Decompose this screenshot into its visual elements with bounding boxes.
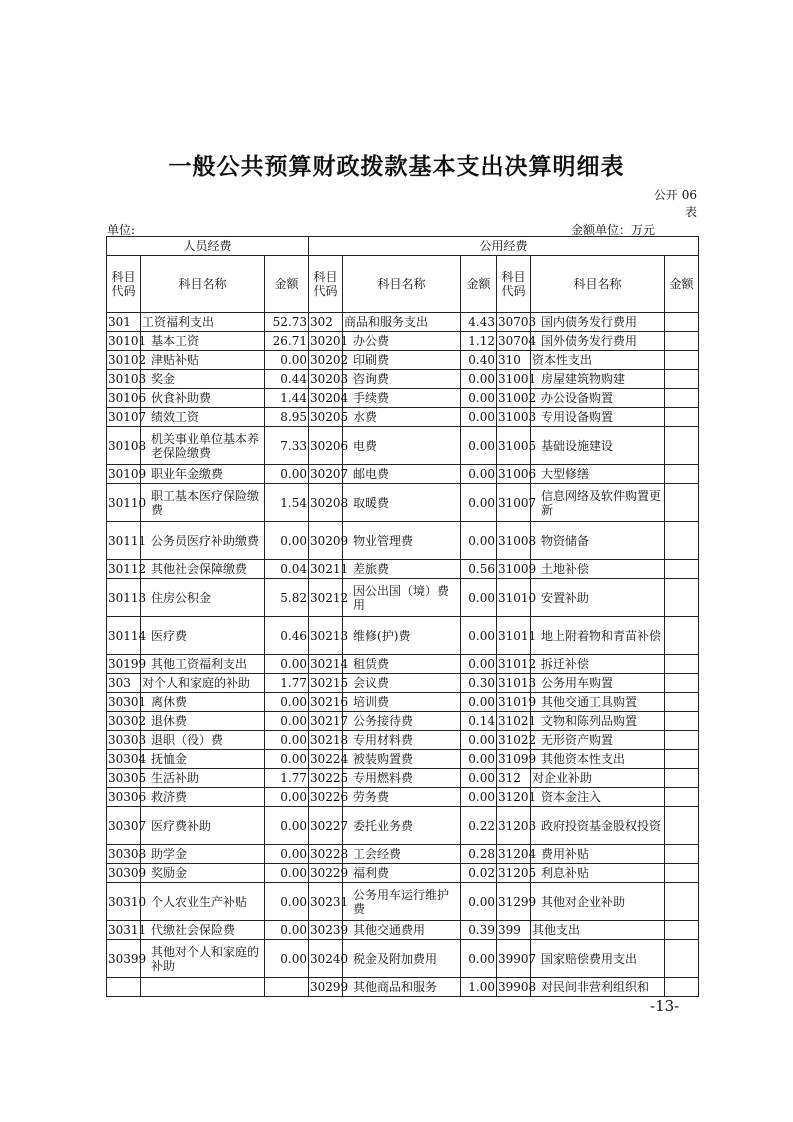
amount-cell: 0.00 bbox=[461, 522, 497, 560]
amount-cell: 1.00 bbox=[461, 978, 497, 997]
subject-code-cell: 31011 bbox=[497, 617, 531, 655]
table-row bbox=[107, 560, 699, 579]
subject-name-cell: 医疗费 bbox=[141, 617, 265, 655]
subject-code-cell: 31099 bbox=[497, 750, 531, 769]
subject-name-cell: 职业年金缴费 bbox=[141, 465, 265, 484]
subject-code-cell: 30299 bbox=[309, 978, 343, 997]
subject-code-cell: 30215 bbox=[309, 674, 343, 693]
subject-name-cell: 委托业务费 bbox=[343, 807, 461, 845]
subject-code-cell: 303 bbox=[107, 674, 141, 693]
amount-cell: 0.00 bbox=[461, 769, 497, 788]
form-code: 公开 06 bbox=[653, 188, 697, 202]
amount-cell: 0.00 bbox=[265, 465, 309, 484]
subject-name-cell: 拆迁补偿 bbox=[531, 655, 665, 674]
amount-cell bbox=[665, 560, 699, 579]
subject-code-cell: 31012 bbox=[497, 655, 531, 674]
subject-code-cell: 399 bbox=[497, 921, 531, 940]
public-expense-header: 公用经费 bbox=[309, 237, 699, 256]
subject-name-cell: 对企业补助 bbox=[531, 769, 665, 788]
subject-code-cell: 30309 bbox=[107, 864, 141, 883]
amount-cell bbox=[665, 427, 699, 465]
subject-name-cell: 专用燃料费 bbox=[343, 769, 461, 788]
subject-name-cell bbox=[141, 978, 265, 997]
table-row bbox=[107, 693, 699, 712]
amount-cell: 0.00 bbox=[461, 655, 497, 674]
subject-name-cell: 职工基本医疗保险缴费 bbox=[141, 484, 265, 522]
subject-code-cell: 30106 bbox=[107, 389, 141, 408]
amount-cell: 0.00 bbox=[461, 788, 497, 807]
subject-name-cell: 伙食补助费 bbox=[141, 389, 265, 408]
subject-code-cell: 39908 bbox=[497, 978, 531, 997]
subject-code-cell: 30231 bbox=[309, 883, 343, 921]
subject-code-cell: 30301 bbox=[107, 693, 141, 712]
subject-name-cell: 专用材料费 bbox=[343, 731, 461, 750]
subject-name-cell: 取暖费 bbox=[343, 484, 461, 522]
subject-code-cell: 31010 bbox=[497, 579, 531, 617]
personnel-expense-header: 人员经费 bbox=[107, 237, 309, 256]
amount-cell: 0.04 bbox=[265, 560, 309, 579]
amount-cell: 0.00 bbox=[265, 712, 309, 731]
subject-name-cell: 无形资产购置 bbox=[531, 731, 665, 750]
subject-code-cell: 30107 bbox=[107, 408, 141, 427]
subject-name-cell: 利息补贴 bbox=[531, 864, 665, 883]
subject-name-cell: 咨询费 bbox=[343, 370, 461, 389]
subject-code-cell: 30111 bbox=[107, 522, 141, 560]
subject-code-cell: 30218 bbox=[309, 731, 343, 750]
subject-code-cell: 31019 bbox=[497, 693, 531, 712]
subject-name-cell: 差旅费 bbox=[343, 560, 461, 579]
column-header-code: 科目代码 bbox=[309, 256, 343, 313]
table-row bbox=[107, 921, 699, 940]
subject-code-cell: 31006 bbox=[497, 465, 531, 484]
subject-name-cell: 公务接待费 bbox=[343, 712, 461, 731]
amount-cell: 0.00 bbox=[461, 408, 497, 427]
amount-cell bbox=[665, 313, 699, 332]
column-header-name: 科目名称 bbox=[531, 256, 665, 313]
amount-cell: 0.00 bbox=[461, 883, 497, 921]
subject-code-cell: 31002 bbox=[497, 389, 531, 408]
subject-code-cell: 31007 bbox=[497, 484, 531, 522]
subject-code-cell: 31022 bbox=[497, 731, 531, 750]
table-row bbox=[107, 522, 699, 560]
table-row bbox=[107, 940, 699, 978]
table-row bbox=[107, 617, 699, 655]
subject-code-cell: 30227 bbox=[309, 807, 343, 845]
subject-name-cell: 救济费 bbox=[141, 788, 265, 807]
subject-code-cell: 30110 bbox=[107, 484, 141, 522]
subject-code-cell: 31201 bbox=[497, 788, 531, 807]
subject-name-cell: 地上附着物和青苗补偿 bbox=[531, 617, 665, 655]
amount-cell: 0.00 bbox=[265, 883, 309, 921]
amount-cell bbox=[665, 332, 699, 351]
subject-code-cell: 39907 bbox=[497, 940, 531, 978]
amount-cell bbox=[665, 370, 699, 389]
subject-code-cell: 30703 bbox=[497, 313, 531, 332]
column-header-amount: 金额 bbox=[265, 256, 309, 313]
subject-name-cell: 国家赔偿费用支出 bbox=[531, 940, 665, 978]
amount-cell bbox=[665, 693, 699, 712]
amount-cell: 1.77 bbox=[265, 674, 309, 693]
amount-cell: 0.00 bbox=[461, 465, 497, 484]
subject-code-cell: 31009 bbox=[497, 560, 531, 579]
subject-code-cell: 30206 bbox=[309, 427, 343, 465]
subject-name-cell: 住房公积金 bbox=[141, 579, 265, 617]
subject-name-cell: 公务用车购置 bbox=[531, 674, 665, 693]
subject-code-cell: 30310 bbox=[107, 883, 141, 921]
subject-code-cell: 310 bbox=[497, 351, 531, 370]
amount-cell bbox=[665, 978, 699, 997]
subject-code-cell: 31003 bbox=[497, 408, 531, 427]
amount-cell: 0.00 bbox=[461, 693, 497, 712]
amount-cell bbox=[265, 978, 309, 997]
amount-cell: 0.46 bbox=[265, 617, 309, 655]
subject-code-cell: 30224 bbox=[309, 750, 343, 769]
subject-name-cell: 抚恤金 bbox=[141, 750, 265, 769]
subject-name-cell: 被装购置费 bbox=[343, 750, 461, 769]
amount-cell: 0.00 bbox=[461, 427, 497, 465]
subject-code-cell: 30204 bbox=[309, 389, 343, 408]
subject-code-cell: 30212 bbox=[309, 579, 343, 617]
subject-name-cell: 奖励金 bbox=[141, 864, 265, 883]
amount-cell bbox=[665, 769, 699, 788]
column-header-code: 科目代码 bbox=[107, 256, 141, 313]
amount-cell: 0.00 bbox=[461, 731, 497, 750]
amount-cell: 0.00 bbox=[265, 693, 309, 712]
subject-name-cell: 公务员医疗补助缴费 bbox=[141, 522, 265, 560]
table-row bbox=[107, 655, 699, 674]
subject-name-cell: 税金及附加费用 bbox=[343, 940, 461, 978]
amount-cell: 1.12 bbox=[461, 332, 497, 351]
subject-code-cell: 31013 bbox=[497, 674, 531, 693]
amount-cell: 0.00 bbox=[265, 655, 309, 674]
amount-cell: 0.40 bbox=[461, 351, 497, 370]
subject-name-cell: 津贴补贴 bbox=[141, 351, 265, 370]
page-title: 一般公共预算财政拨款基本支出决算明细表 bbox=[168, 154, 625, 180]
subject-name-cell: 办公设备购置 bbox=[531, 389, 665, 408]
subject-name-cell: 工会经费 bbox=[343, 845, 461, 864]
subject-code-cell: 30207 bbox=[309, 465, 343, 484]
page-number: -13- bbox=[650, 997, 680, 1015]
subject-code-cell: 30209 bbox=[309, 522, 343, 560]
subject-code-cell: 30102 bbox=[107, 351, 141, 370]
subject-name-cell: 对个人和家庭的补助 bbox=[141, 674, 265, 693]
column-header-amount: 金额 bbox=[665, 256, 699, 313]
subject-name-cell: 福利费 bbox=[343, 864, 461, 883]
form-code-suffix: 表 bbox=[684, 205, 697, 219]
subject-name-cell: 邮电费 bbox=[343, 465, 461, 484]
subject-name-cell: 其他工资福利支出 bbox=[141, 655, 265, 674]
table-row bbox=[107, 674, 699, 693]
subject-code-cell: 30101 bbox=[107, 332, 141, 351]
subject-name-cell: 其他交通费用 bbox=[343, 921, 461, 940]
amount-cell: 5.82 bbox=[265, 579, 309, 617]
amount-cell: 7.33 bbox=[265, 427, 309, 465]
table-row bbox=[107, 712, 699, 731]
amount-cell: 26.71 bbox=[265, 332, 309, 351]
subject-name-cell: 个人农业生产补贴 bbox=[141, 883, 265, 921]
table-row bbox=[107, 332, 699, 351]
table-row bbox=[107, 351, 699, 370]
subject-name-cell: 工资福利支出 bbox=[141, 313, 265, 332]
table-row bbox=[107, 427, 699, 465]
subject-name-cell: 国外债务发行费用 bbox=[531, 332, 665, 351]
subject-code-cell: 30307 bbox=[107, 807, 141, 845]
amount-cell: 0.00 bbox=[461, 389, 497, 408]
amount-cell bbox=[665, 522, 699, 560]
subject-code-cell: 30306 bbox=[107, 788, 141, 807]
subject-name-cell: 退职（役）费 bbox=[141, 731, 265, 750]
table-row bbox=[107, 408, 699, 427]
subject-code-cell: 31205 bbox=[497, 864, 531, 883]
subject-name-cell: 土地补偿 bbox=[531, 560, 665, 579]
amount-cell: 0.00 bbox=[265, 864, 309, 883]
amount-cell bbox=[665, 883, 699, 921]
subject-code-cell: 30203 bbox=[309, 370, 343, 389]
subject-name-cell: 基本工资 bbox=[141, 332, 265, 351]
amount-cell: 0.00 bbox=[265, 845, 309, 864]
subject-name-cell: 商品和服务支出 bbox=[343, 313, 461, 332]
amount-cell: 0.00 bbox=[461, 579, 497, 617]
column-header-name: 科目名称 bbox=[343, 256, 461, 313]
amount-cell: 0.00 bbox=[265, 750, 309, 769]
subject-code-cell: 30239 bbox=[309, 921, 343, 940]
subject-name-cell: 医疗费补助 bbox=[141, 807, 265, 845]
subject-code-cell: 30304 bbox=[107, 750, 141, 769]
subject-code-cell: 30229 bbox=[309, 864, 343, 883]
subject-code-cell: 30305 bbox=[107, 769, 141, 788]
amount-cell: 0.56 bbox=[461, 560, 497, 579]
subject-name-cell: 专用设备购置 bbox=[531, 408, 665, 427]
amount-cell bbox=[665, 845, 699, 864]
subject-name-cell: 水费 bbox=[343, 408, 461, 427]
subject-name-cell: 因公出国（境）费用 bbox=[343, 579, 461, 617]
subject-code-cell: 30112 bbox=[107, 560, 141, 579]
amount-cell: 0.00 bbox=[461, 750, 497, 769]
amount-cell: 1.44 bbox=[265, 389, 309, 408]
amount-cell: 0.00 bbox=[265, 351, 309, 370]
amount-cell bbox=[665, 617, 699, 655]
amount-cell: 0.39 bbox=[461, 921, 497, 940]
subject-name-cell: 费用补贴 bbox=[531, 845, 665, 864]
amount-cell bbox=[665, 579, 699, 617]
amount-cell: 0.00 bbox=[461, 484, 497, 522]
amount-cell bbox=[665, 484, 699, 522]
subject-code-cell: 30225 bbox=[309, 769, 343, 788]
subject-name-cell: 安置补助 bbox=[531, 579, 665, 617]
subject-code-cell bbox=[107, 978, 141, 997]
table-row bbox=[107, 389, 699, 408]
table-row bbox=[107, 465, 699, 484]
subject-code-cell: 312 bbox=[497, 769, 531, 788]
table-row bbox=[107, 484, 699, 522]
subject-code-cell: 31005 bbox=[497, 427, 531, 465]
subject-code-cell: 30108 bbox=[107, 427, 141, 465]
amount-cell: 0.00 bbox=[265, 940, 309, 978]
subject-name-cell: 维修(护)费 bbox=[343, 617, 461, 655]
subject-code-cell: 30213 bbox=[309, 617, 343, 655]
subject-code-cell: 30240 bbox=[309, 940, 343, 978]
amount-cell: 0.00 bbox=[265, 522, 309, 560]
subject-name-cell: 租赁费 bbox=[343, 655, 461, 674]
subject-code-cell: 31203 bbox=[497, 807, 531, 845]
subject-code-cell: 30208 bbox=[309, 484, 343, 522]
subject-name-cell: 资本性支出 bbox=[531, 351, 665, 370]
subject-name-cell: 办公费 bbox=[343, 332, 461, 351]
subject-name-cell: 其他资本性支出 bbox=[531, 750, 665, 769]
table-row bbox=[107, 978, 699, 997]
subject-name-cell: 离休费 bbox=[141, 693, 265, 712]
subject-name-cell: 公务用车运行维护费 bbox=[343, 883, 461, 921]
amount-cell bbox=[665, 807, 699, 845]
amount-cell bbox=[665, 351, 699, 370]
subject-code-cell: 30214 bbox=[309, 655, 343, 674]
subject-name-cell: 其他社会保障缴费 bbox=[141, 560, 265, 579]
amount-cell bbox=[665, 389, 699, 408]
table-row bbox=[107, 750, 699, 769]
subject-name-cell: 印刷费 bbox=[343, 351, 461, 370]
subject-name-cell: 助学金 bbox=[141, 845, 265, 864]
table-row bbox=[107, 579, 699, 617]
amount-cell: 1.54 bbox=[265, 484, 309, 522]
subject-name-cell: 国内债务发行费用 bbox=[531, 313, 665, 332]
subject-name-cell: 资本金注入 bbox=[531, 788, 665, 807]
subject-code-cell: 301 bbox=[107, 313, 141, 332]
subject-name-cell: 房屋建筑物购建 bbox=[531, 370, 665, 389]
subject-name-cell: 物资储备 bbox=[531, 522, 665, 560]
amount-cell: 1.77 bbox=[265, 769, 309, 788]
subject-name-cell: 物业管理费 bbox=[343, 522, 461, 560]
amount-cell: 0.30 bbox=[461, 674, 497, 693]
subject-name-cell: 代缴社会保险费 bbox=[141, 921, 265, 940]
subject-code-cell: 302 bbox=[309, 313, 343, 332]
subject-code-cell: 31021 bbox=[497, 712, 531, 731]
amount-cell: 0.28 bbox=[461, 845, 497, 864]
subject-code-cell: 30201 bbox=[309, 332, 343, 351]
amount-cell: 0.44 bbox=[265, 370, 309, 389]
amount-cell: 8.95 bbox=[265, 408, 309, 427]
amount-cell: 0.00 bbox=[265, 788, 309, 807]
subject-code-cell: 30308 bbox=[107, 845, 141, 864]
amount-cell bbox=[665, 940, 699, 978]
subject-code-cell: 30205 bbox=[309, 408, 343, 427]
subject-name-cell: 文物和陈列品购置 bbox=[531, 712, 665, 731]
amount-cell bbox=[665, 788, 699, 807]
subject-code-cell: 30217 bbox=[309, 712, 343, 731]
amount-cell: 0.00 bbox=[461, 370, 497, 389]
amount-cell: 0.00 bbox=[461, 940, 497, 978]
table-row bbox=[107, 864, 699, 883]
amount-cell: 0.22 bbox=[461, 807, 497, 845]
amount-cell bbox=[665, 921, 699, 940]
subject-code-cell: 31008 bbox=[497, 522, 531, 560]
amount-cell: 0.00 bbox=[265, 731, 309, 750]
table-row bbox=[107, 731, 699, 750]
subject-code-cell: 30109 bbox=[107, 465, 141, 484]
subject-code-cell: 30114 bbox=[107, 617, 141, 655]
table-row bbox=[107, 883, 699, 921]
subject-code-cell: 30226 bbox=[309, 788, 343, 807]
subject-code-cell: 31001 bbox=[497, 370, 531, 389]
subject-code-cell: 30704 bbox=[497, 332, 531, 351]
subject-code-cell: 30103 bbox=[107, 370, 141, 389]
amount-cell bbox=[665, 864, 699, 883]
amount-cell: 0.02 bbox=[461, 864, 497, 883]
subject-name-cell: 大型修缮 bbox=[531, 465, 665, 484]
amount-cell bbox=[665, 731, 699, 750]
subject-name-cell: 基础设施建设 bbox=[531, 427, 665, 465]
subject-name-cell: 绩效工资 bbox=[141, 408, 265, 427]
subject-name-cell: 其他支出 bbox=[531, 921, 665, 940]
column-header-name: 科目名称 bbox=[141, 256, 265, 313]
subject-name-cell: 其他商品和服务 bbox=[343, 978, 461, 997]
table-row bbox=[107, 845, 699, 864]
amount-cell: 0.00 bbox=[265, 807, 309, 845]
table-row bbox=[107, 313, 699, 332]
subject-name-cell: 手续费 bbox=[343, 389, 461, 408]
subject-name-cell: 劳务费 bbox=[343, 788, 461, 807]
amount-cell: 0.00 bbox=[461, 617, 497, 655]
amount-cell bbox=[665, 712, 699, 731]
subject-code-cell: 30311 bbox=[107, 921, 141, 940]
subject-code-cell: 30113 bbox=[107, 579, 141, 617]
amount-cell bbox=[665, 674, 699, 693]
subject-code-cell: 30216 bbox=[309, 693, 343, 712]
table-row bbox=[107, 370, 699, 389]
subject-code-cell: 31204 bbox=[497, 845, 531, 864]
subject-name-cell: 对民间非营利组织和 bbox=[531, 978, 665, 997]
subject-name-cell: 培训费 bbox=[343, 693, 461, 712]
subject-name-cell: 退休费 bbox=[141, 712, 265, 731]
amount-cell bbox=[665, 408, 699, 427]
subject-code-cell: 30211 bbox=[309, 560, 343, 579]
subject-name-cell: 生活补助 bbox=[141, 769, 265, 788]
subject-name-cell: 电费 bbox=[343, 427, 461, 465]
subject-code-cell: 30228 bbox=[309, 845, 343, 864]
table-row bbox=[107, 807, 699, 845]
subject-name-cell: 会议费 bbox=[343, 674, 461, 693]
subject-name-cell: 机关事业单位基本养老保险缴费 bbox=[141, 427, 265, 465]
subject-code-cell: 30303 bbox=[107, 731, 141, 750]
subject-code-cell: 30199 bbox=[107, 655, 141, 674]
amount-cell: 4.43 bbox=[461, 313, 497, 332]
subject-name-cell: 其他对企业补助 bbox=[531, 883, 665, 921]
expenditure-table bbox=[106, 236, 699, 997]
amount-cell bbox=[665, 655, 699, 674]
column-header-code: 科目代码 bbox=[497, 256, 531, 313]
column-header-amount: 金额 bbox=[461, 256, 497, 313]
amount-cell: 0.00 bbox=[265, 921, 309, 940]
unit-label: 单位: bbox=[107, 223, 136, 237]
subject-name-cell: 奖金 bbox=[141, 370, 265, 389]
amount-cell bbox=[665, 750, 699, 769]
amount-cell bbox=[665, 465, 699, 484]
amount-cell: 0.14 bbox=[461, 712, 497, 731]
subject-code-cell: 30202 bbox=[309, 351, 343, 370]
subject-name-cell: 政府投资基金股权投资 bbox=[531, 807, 665, 845]
subject-name-cell: 信息网络及软件购置更新 bbox=[531, 484, 665, 522]
table-row bbox=[107, 769, 699, 788]
table-row bbox=[107, 788, 699, 807]
subject-code-cell: 30399 bbox=[107, 940, 141, 978]
money-unit-label: 金额单位：万元 bbox=[571, 223, 656, 237]
amount-cell: 52.73 bbox=[265, 313, 309, 332]
subject-name-cell: 其他对个人和家庭的补助 bbox=[141, 940, 265, 978]
subject-code-cell: 30302 bbox=[107, 712, 141, 731]
subject-code-cell: 31299 bbox=[497, 883, 531, 921]
subject-name-cell: 其他交通工具购置 bbox=[531, 693, 665, 712]
